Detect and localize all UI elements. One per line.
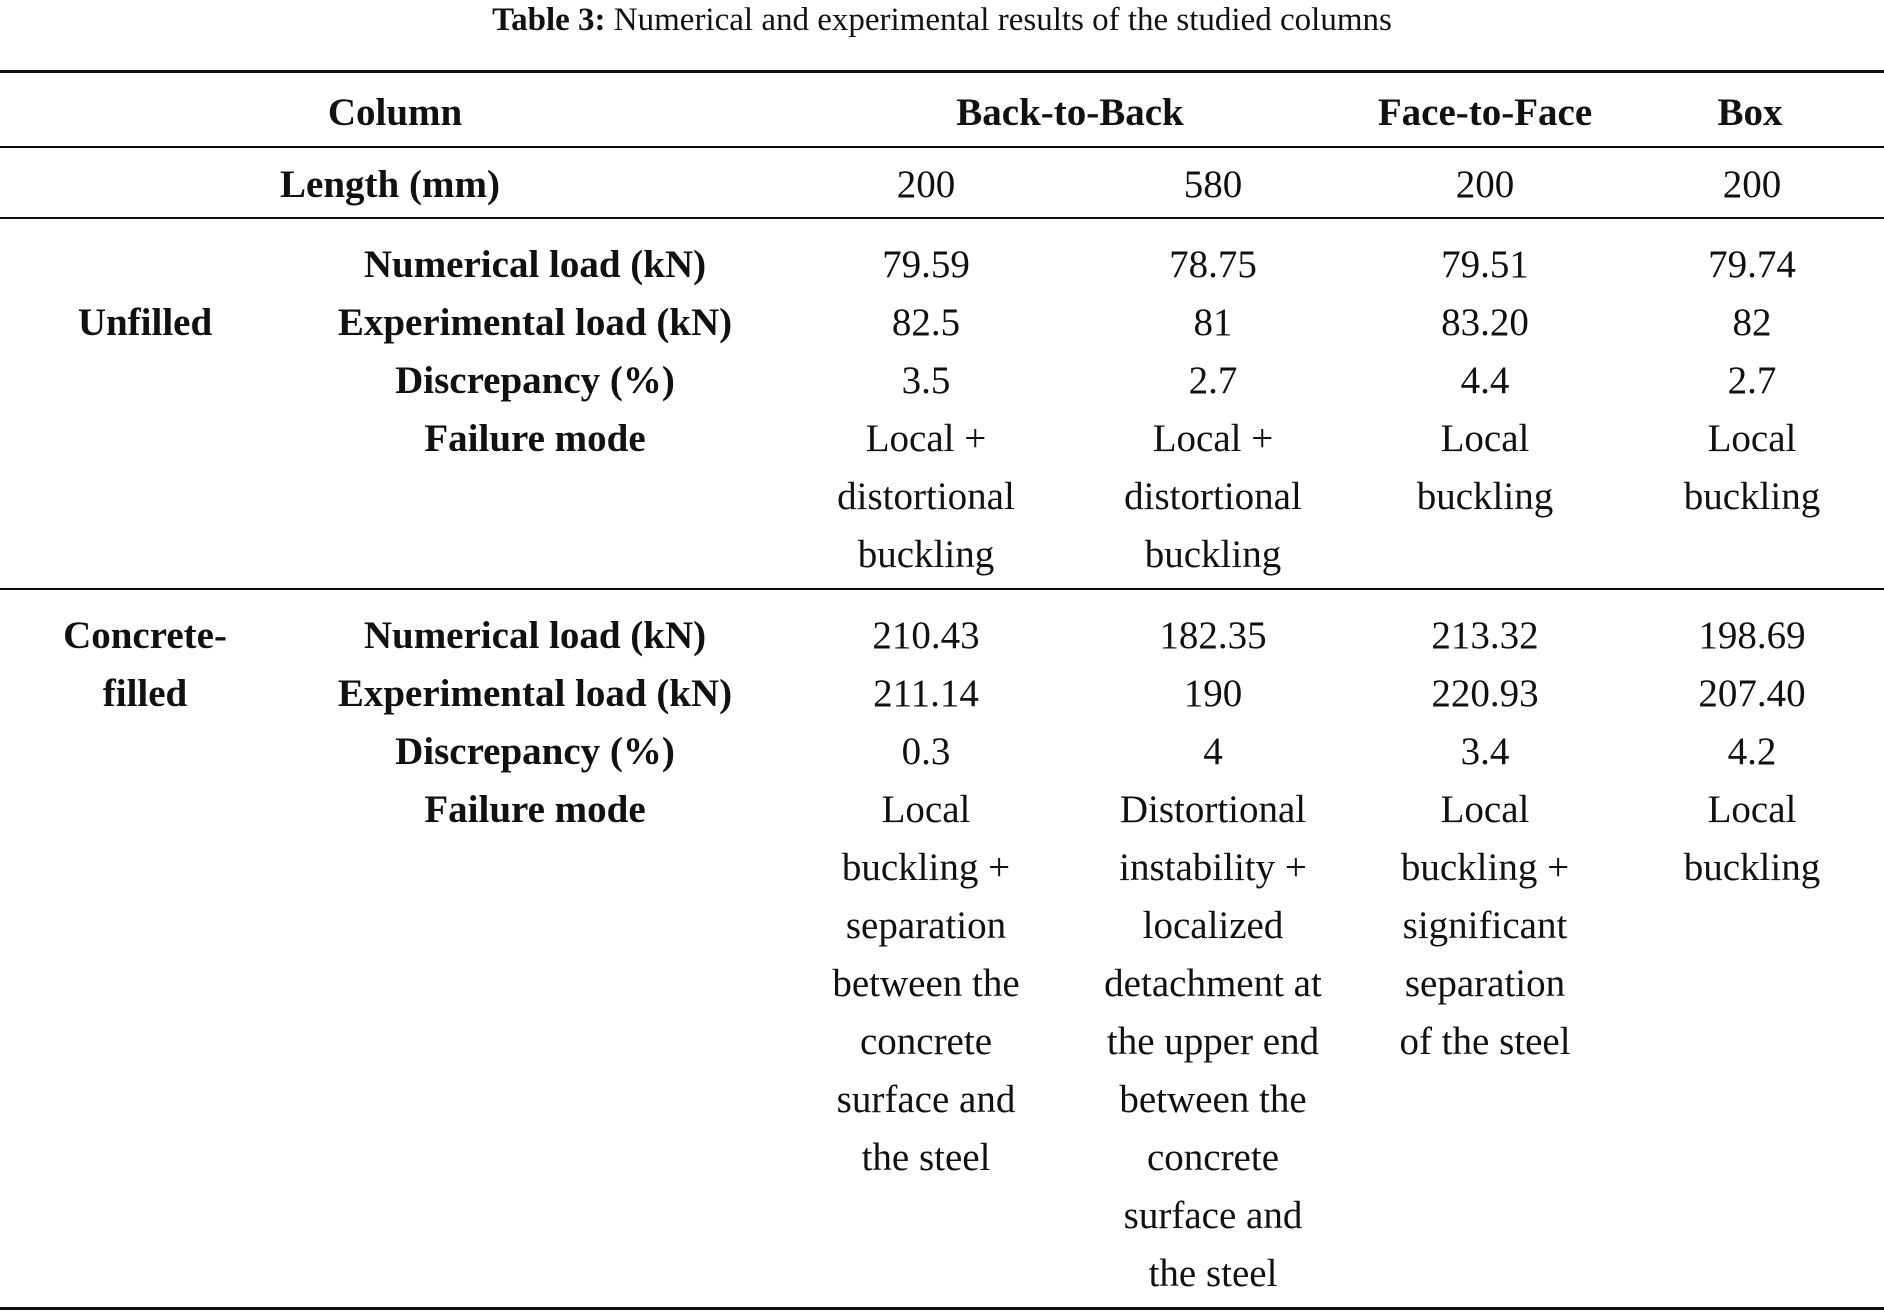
failure-mode-line: significant xyxy=(1402,904,1568,947)
failure-mode-line: Local xyxy=(1440,417,1530,460)
failure-mode-line: between the xyxy=(832,962,1020,1005)
cell-value: 2.7 xyxy=(1188,359,1238,402)
cell-value: 3.5 xyxy=(901,359,951,402)
failure-mode-line: surface and xyxy=(1123,1194,1303,1237)
cell-value: 211.14 xyxy=(873,672,979,715)
failure-mode-line: buckling xyxy=(1683,475,1821,518)
cell-value: 82 xyxy=(1732,301,1772,344)
header-back-to-back: Back-to-Back xyxy=(956,91,1184,134)
failure-mode-cell xyxy=(1632,781,1872,897)
cell-value: 79.51 xyxy=(1441,243,1529,286)
failure-mode-line: the steel xyxy=(1148,1252,1278,1295)
length-value: 200 xyxy=(896,163,956,206)
failure-mode-line: buckling xyxy=(1416,475,1554,518)
failure-mode-line: detachment at xyxy=(1104,962,1322,1005)
failure-mode-cell xyxy=(1093,410,1333,584)
failure-mode-line: separation xyxy=(1404,962,1566,1005)
failure-mode-line: surface and xyxy=(836,1078,1016,1121)
cell-value: 79.74 xyxy=(1708,243,1796,286)
failure-mode-cell xyxy=(1365,410,1605,526)
failure-mode-line: the steel xyxy=(861,1136,991,1179)
group-concrete-filled-label xyxy=(30,607,260,723)
failure-mode-line: localized xyxy=(1142,904,1284,947)
failure-mode-line: Distortional xyxy=(1119,788,1307,831)
cell-value: 210.43 xyxy=(872,614,980,657)
cell-value: 4.2 xyxy=(1727,730,1777,773)
header-rule xyxy=(0,146,1884,148)
row-label-discrepancy: Discrepancy (%) xyxy=(395,359,675,402)
cell-value: 79.59 xyxy=(882,243,970,286)
length-value: 200 xyxy=(1722,163,1782,206)
caption-label: Table 3: xyxy=(492,2,606,38)
header-face-to-face: Face-to-Face xyxy=(1377,91,1593,134)
failure-mode-line: of the steel xyxy=(1399,1020,1571,1063)
failure-mode-line: Local xyxy=(1440,788,1530,831)
group-rule xyxy=(0,588,1884,590)
cell-value: 3.4 xyxy=(1460,730,1510,773)
failure-mode-line: the upper end xyxy=(1106,1020,1320,1063)
cell-value: 78.75 xyxy=(1169,243,1257,286)
row-label-numerical-load: Numerical load (kN) xyxy=(363,243,707,286)
failure-mode-line: buckling xyxy=(1144,533,1282,576)
failure-mode-line: concrete xyxy=(1146,1136,1280,1179)
row-label-experimental-load: Experimental load (kN) xyxy=(337,672,733,715)
failure-mode-line: buckling + xyxy=(1400,846,1570,889)
group-unfilled-label: Unfilled xyxy=(77,301,213,344)
cell-value: 220.93 xyxy=(1431,672,1539,715)
header-box: Box xyxy=(1717,91,1783,134)
cell-value: 207.40 xyxy=(1698,672,1806,715)
length-rule xyxy=(0,217,1884,219)
bottom-rule xyxy=(0,1307,1884,1310)
cell-value: 190 xyxy=(1183,672,1243,715)
failure-mode-line: Local xyxy=(881,788,971,831)
failure-mode-line: buckling xyxy=(1683,846,1821,889)
failure-mode-line: buckling xyxy=(857,533,995,576)
failure-mode-line: separation xyxy=(845,904,1007,947)
failure-mode-cell xyxy=(1078,781,1348,1303)
caption-text: Numerical and experimental results of the studied columns xyxy=(605,2,1392,38)
row-label-experimental-load: Experimental load (kN) xyxy=(337,301,733,344)
length-label: Length (mm) xyxy=(280,163,500,206)
row-label-discrepancy: Discrepancy (%) xyxy=(395,730,675,773)
group-label-line: Concrete- xyxy=(63,614,227,657)
failure-mode-line: Local xyxy=(1707,417,1797,460)
cell-value: 82.5 xyxy=(891,301,961,344)
row-label-failure-mode: Failure mode xyxy=(424,417,646,460)
row-label-failure-mode: Failure mode xyxy=(424,788,646,831)
failure-mode-cell xyxy=(1632,410,1872,526)
failure-mode-cell xyxy=(1365,781,1605,1071)
cell-value: 2.7 xyxy=(1727,359,1777,402)
cell-value: 4.4 xyxy=(1460,359,1510,402)
failure-mode-line: between the xyxy=(1119,1078,1307,1121)
cell-value: 83.20 xyxy=(1441,301,1529,344)
cell-value: 0.3 xyxy=(901,730,951,773)
top-rule xyxy=(0,70,1884,73)
failure-mode-line: concrete xyxy=(859,1020,993,1063)
failure-mode-line: Local + xyxy=(1152,417,1274,460)
table-caption xyxy=(0,0,1884,40)
cell-value: 198.69 xyxy=(1698,614,1806,657)
header-column: Column xyxy=(327,91,463,134)
length-value: 200 xyxy=(1455,163,1515,206)
cell-value: 81 xyxy=(1193,301,1233,344)
failure-mode-cell xyxy=(806,410,1046,584)
failure-mode-line: distortional xyxy=(1124,475,1302,518)
failure-mode-line: Local + xyxy=(865,417,987,460)
failure-mode-line: buckling + xyxy=(841,846,1011,889)
failure-mode-line: instability + xyxy=(1119,846,1307,889)
cell-value: 213.32 xyxy=(1431,614,1539,657)
failure-mode-line: distortional xyxy=(837,475,1015,518)
failure-mode-cell xyxy=(806,781,1046,1187)
cell-value: 4 xyxy=(1203,730,1223,773)
failure-mode-line: Local xyxy=(1707,788,1797,831)
row-label-numerical-load: Numerical load (kN) xyxy=(363,614,707,657)
length-value: 580 xyxy=(1183,163,1243,206)
cell-value: 182.35 xyxy=(1159,614,1267,657)
group-label-line: filled xyxy=(102,672,188,715)
